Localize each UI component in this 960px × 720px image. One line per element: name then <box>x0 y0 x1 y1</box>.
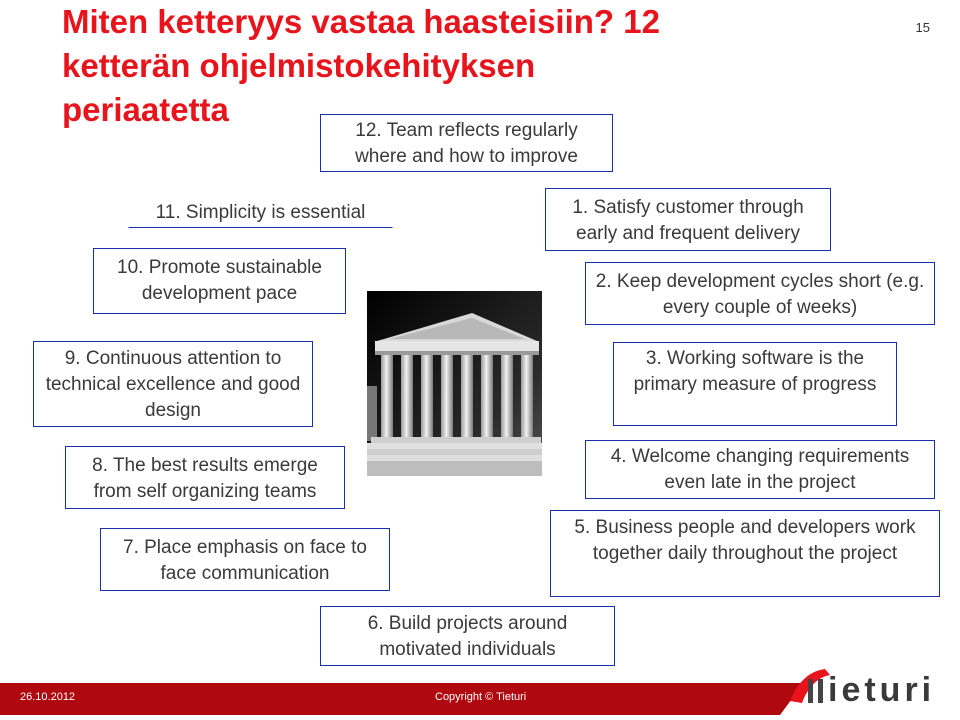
courthouse-photo <box>367 291 542 476</box>
principle-5: 5. Business people and developers work together daily throughout the project <box>550 510 940 597</box>
principle-6: 6. Build projects around motivated individuals <box>320 606 615 666</box>
principle-8: 8. The best results emerge from self organizing teams <box>65 446 345 509</box>
principle-12: 12. Team reflects regularly where and how to improve <box>320 114 613 172</box>
slide-title: Miten ketteryys vastaa haasteisiin? 12 ketterän ohjelmistokehityksen periaatetta <box>62 3 660 128</box>
principle-10: 10. Promote sustainable development pace <box>93 248 346 314</box>
footer-date: 26.10.2012 <box>20 691 76 703</box>
principle-11: 11. Simplicity is essential <box>128 196 393 228</box>
principle-9: 9. Continuous attention to technical excellence and good design <box>33 341 313 427</box>
principle-1: 1. Satisfy customer through early and frequent delivery <box>545 188 831 251</box>
svg-text:ieturi: ieturi <box>828 671 936 709</box>
slide-number: 15 <box>915 20 930 35</box>
principle-4: 4. Welcome changing requirements even late in the project <box>585 440 935 499</box>
tieturi-logo <box>770 661 960 715</box>
principle-7: 7. Place emphasis on face to face communication <box>100 528 390 591</box>
principle-3: 3. Working software is the primary measure of progress <box>613 342 897 426</box>
footer-copyright: Copyright © Tieturi <box>435 691 527 703</box>
principle-2: 2. Keep development cycles short (e.g. every couple of weeks) <box>585 262 935 325</box>
